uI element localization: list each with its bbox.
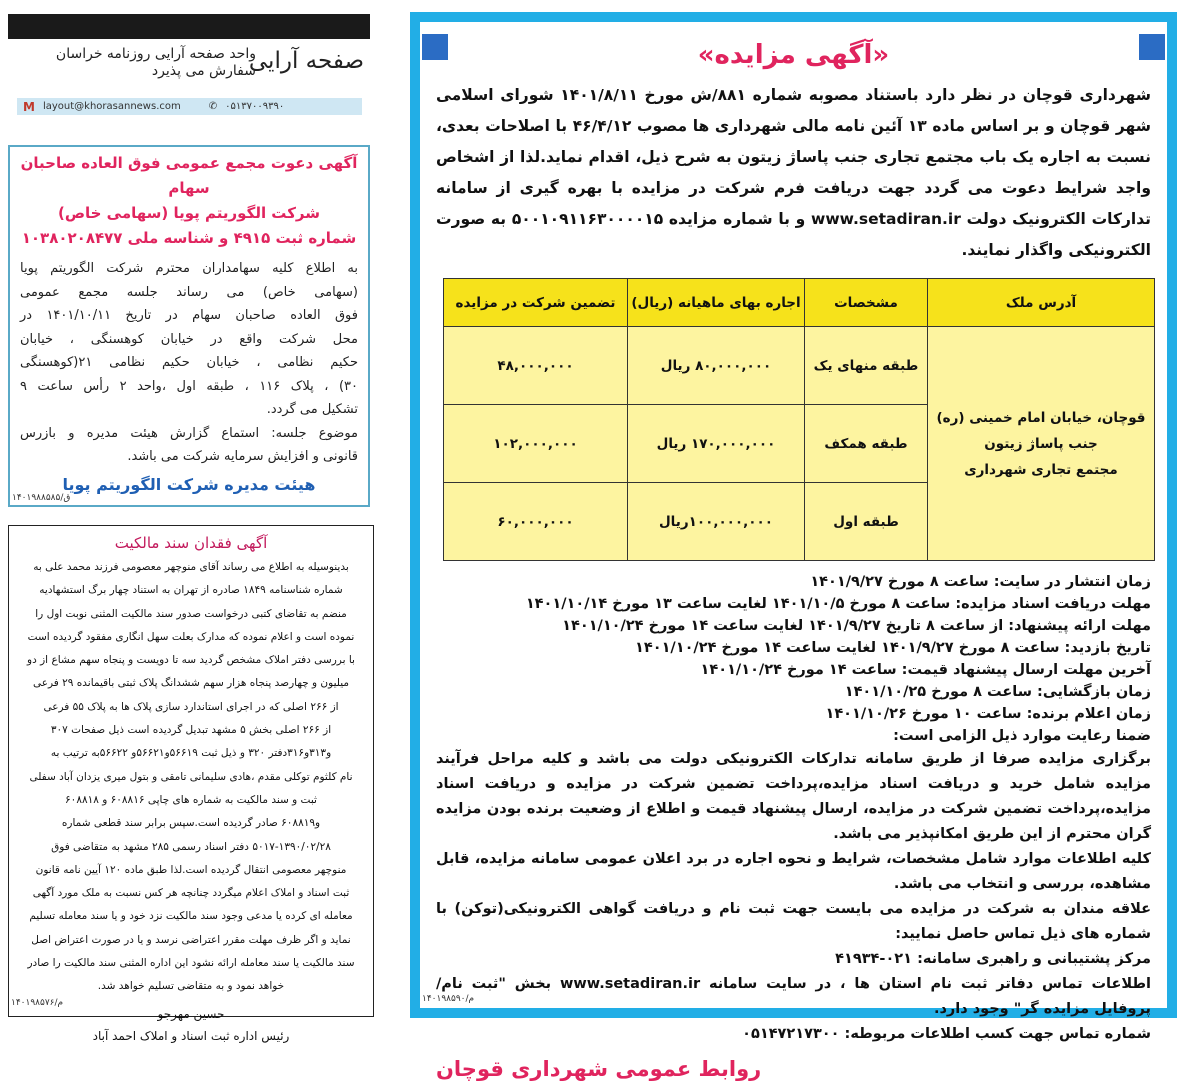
- rent-cell: ۱۰۰,۰۰۰,۰۰۰ریال: [628, 483, 805, 561]
- rent-cell: ۱۷۰,۰۰۰,۰۰۰ ریال: [628, 405, 805, 483]
- guarantee-cell: ۱۰۲,۰۰۰,۰۰۰: [444, 405, 628, 483]
- note-paragraph: برگزاری مزایده صرفا از طریق سامانه تدارکات الکترونیکی دولت می باشد و کلیه مراحل فرآیند مزایده شامل خرید و دریافت اسناد مزایده،پرداخت تضمین شرکت در مزایده و دریافت اسناد مزایده،پرداخت تضمین شرکت در مزایده، ارسال پیشنهاد قیمت و اطلاع از وضعیت برنده بودن مزایده گران محترم از این طریق امکانپذیر می باشد.: [436, 751, 1151, 842]
- layout-promo-line: واحد صفحه آرایی روزنامه خراسان: [55, 46, 256, 62]
- text-line: نموده است و اعلام نموده که مدارک بعلت سهل انگاری مفقود گردیده است: [27, 630, 355, 643]
- email-link[interactable]: layout@khorasannews.com: [42, 101, 181, 112]
- address-line: جنب پاساژ زیتون: [984, 435, 1098, 452]
- reference-number: م/۱۴۰۱۹۸۵۹۰: [422, 994, 475, 1004]
- signer-title: رئیس اداره ثبت اسناد و املاک احمد آباد: [92, 1028, 290, 1043]
- signer-name: حسین مهرجو: [157, 1006, 225, 1021]
- notice-title: آگهی فقدان سند مالکیت: [114, 534, 268, 552]
- text-line: خواهد نمود و به متقاضی تسلیم خواهد شد.: [97, 980, 285, 993]
- text-line: تاریخ بازدید: ساعت ۸ مورخ ۱۴۰۱/۹/۲۷ لغایت ساعت ۱۴ مورخ ۱۴۰۱/۱۰/۲۴: [635, 640, 1151, 656]
- note-paragraph: شماره تماس جهت کسب اطلاعات مربوطه: ۰۵۱۴۷۲۱۷۳۰۰: [742, 1026, 1151, 1042]
- text-line: فوق العاده صاحبان سهام در تاریخ ۱۴۰۱/۱۰/۱۱ در: [20, 308, 358, 323]
- auction-intro: شهرداری قوچان در نظر دارد باستناد مصوبه شماره ۸۸۱/ش مورخ ۱۴۰۱/۸/۱۱ شورای اسلامی شهر قوچان و بر اساس ماده ۱۳ آئین نامه مالی شهرداری ها مصوب ۴۶/۴/۱۲ با اصلاحات بعدی، نسبت به اجاره یک باب مجتمع تجاری جنب پاساژ زیتون به شرح ذیل، اقدام نماید.لذا از اشخاص واجد شرایط دعوت می گردد جهت دریافت فرم شرکت در مزایده با بهره گیری از سامانه تدارکات الکترونیک دولت www.setadiran.ir و با شماره مزایده ۵۰۰۱۰۹۱۱۶۳۰۰۰۰۱۵ به صورت الکترونیکی واگذار نمایند.: [436, 86, 1151, 259]
- notice-body: [20, 257, 358, 469]
- auction-notes: [436, 747, 1151, 1047]
- layout-promo-text: [16, 46, 256, 80]
- guarantee-cell: ۶۰,۰۰۰,۰۰۰: [444, 483, 628, 561]
- text-line: قانونی و افزایش سرمایه شرکت می باشد.: [127, 449, 358, 464]
- property-table: [443, 278, 1155, 561]
- rent-cell: ۸۰,۰۰۰,۰۰۰ ریال: [628, 327, 805, 405]
- title-line: آگهی دعوت مجمع عمومی فوق العاده صاحبان سهام: [20, 154, 358, 197]
- auction-title: «آگهی مزایده»: [697, 40, 890, 70]
- text-line: محل شرکت واقع در خیابان کوهسنگی ، خیابان: [20, 331, 358, 347]
- column-header: تضمین شرکت در مزایده: [444, 279, 628, 327]
- text-line: از ۲۶۶ اصلی که در اجرای استاندارد سازی پلاک ها به پلاک ۵۵ فرعی: [43, 700, 339, 713]
- text-line: مهلت دریافت اسناد مزایده: ساعت ۸ مورخ ۱۴۰۱/۱۰/۵ لغایت ساعت ۱۳ مورخ ۱۴۰۱/۱۰/۱۴: [525, 596, 1151, 612]
- note-paragraph: مرکز پشتیبانی و راهبری سامانه: ۰۲۱-۴۱۹۳۴: [835, 951, 1151, 967]
- title-line: شرکت الگوریتم پویا (سهامی خاص): [57, 204, 320, 222]
- text-line: (سهامی خاص) می رساند جلسه مجمع عمومی: [20, 284, 358, 300]
- table-header-row: [444, 279, 1155, 327]
- text-line: نام کلثوم توکلی مقدم ،هادی سلیمانی تامقی و بتول میری یزدان آباد سفلی: [29, 770, 353, 783]
- notice-body: [15, 556, 367, 999]
- text-line: معامله ای کرده یا مدعی وجود سند مالکیت نزد خود و یا سند معامله تسلیم: [29, 910, 353, 923]
- text-line: منضم به تقاضای کتبی درخواست صدور سند مالکیت المثنی نوبت اول را: [35, 607, 347, 620]
- text-line: از ۲۶۶ اصلی بخش ۵ مشهد تبدیل گردیده است ذیل صفحات ۳۰۷: [50, 724, 332, 737]
- text-line: آخرین مهلت ارسال پیشنهاد قیمت: ساعت ۱۴ مورخ ۱۴۰۱/۱۰/۲۴: [700, 662, 1151, 678]
- layout-promo-line: سفارش می پذیرد: [151, 63, 256, 79]
- text-line: موضوع جلسه: استماع گزارش هیئت مدیره و بازرس: [20, 425, 358, 441]
- text-line: سند مالکیت یا سند معامله ارائه نشود این اداره المثنی سند مالکیت را صادر: [27, 957, 355, 970]
- address-line: قوچان، خیابان امام خمینی (ره): [936, 409, 1146, 426]
- shareholders-meeting-notice: [8, 145, 370, 507]
- notice-signature: [15, 1003, 367, 1047]
- layout-promo: [10, 44, 368, 94]
- text-line: و۳۱۳و۳۱۶دفتر ۳۲۰ و ذیل ثبت ۵۶۶۱۹و۵۶۶۲۱و ۵۶۶۲۲به ترتیب به: [50, 747, 332, 760]
- header-black-bar: [8, 14, 370, 39]
- property-address: [928, 327, 1155, 561]
- text-line: ۳۰) ، پلاک ۱۱۶ ، طبقه اول ،واحد ۲ رأس ساعت ۹: [20, 378, 358, 394]
- note-paragraph: علاقه مندان به شرکت در مزایده می بایست جهت ثبت نام و دریافت گواهی الکترونیکی(توکن) با شماره های ذیل تماس حاصل نمایید:: [436, 901, 1151, 942]
- text-line: و۶۰۸۸۱۹ صادر گردیده است.سپس برابر سند قطعی شماره: [61, 817, 321, 830]
- auction-signature: روابط عمومی شهرداری قوچان: [436, 1057, 762, 1081]
- note-paragraph: کلیه اطلاعات موارد شامل مشخصات، شرایط و نحوه اجاره در برد اعلان عمومی سامانه مزایده، قابل مشاهده، بررسی و انتخاب می باشد.: [436, 851, 1151, 892]
- mail-icon: M: [23, 99, 35, 114]
- contact-bar: [17, 98, 362, 115]
- auction-schedule: [436, 571, 1151, 747]
- lost-deed-notice: [8, 525, 374, 1043]
- text-line: بدینوسیله به اطلاع می رساند آقای منوچهر معصومی فرزند محمد علی به: [33, 561, 349, 573]
- spec-cell: طبقه اول: [805, 483, 928, 561]
- text-line: ۵۰۱۷-۱۳۹۰/۰۲/۲۸ دفتر اسناد رسمی ۲۸۵ مشهد به متقاضی فوق: [51, 840, 331, 853]
- phone-number: ۰۵۱۳۷۰۰۹۳۹۰: [225, 101, 285, 112]
- text-line: نماید و اگر ظرف مهلت مقرر اعتراضی نرسد و یا در صورت اعتراض اصل: [31, 933, 351, 946]
- spec-cell: طبقه منهای یک: [805, 327, 928, 405]
- text-line: میلیون و چهارصد پنجاه هزار سهم ششدانگ پلاک ثبتی باقیمانده ۲۹ فرعی: [32, 677, 350, 690]
- text-line: زمان انتشار در سایت: ساعت ۸ مورخ ۱۴۰۱/۹/۲۷: [810, 574, 1151, 590]
- text-line: با بررسی دفتر املاک مشخص گردید سه تا دویست و پنجاه سهم مشاع از دو: [27, 654, 355, 667]
- layout-promo-title: صفحه آرایی: [248, 48, 364, 74]
- reference-number: م/۱۴۰۱۹۸۵۷۶: [11, 998, 64, 1008]
- auction-notice: [410, 12, 1177, 1081]
- text-line: مهلت ارائه پیشنهاد: از ساعت ۸ تاریخ ۱۴۰۱/۹/۲۷ لغایت ساعت ۱۴ مورخ ۱۴۰۱/۱۰/۲۴: [562, 618, 1151, 634]
- phone-icon: ✆: [208, 101, 218, 112]
- guarantee-cell: ۴۸,۰۰۰,۰۰۰: [444, 327, 628, 405]
- text-line: ثبت و سند مالکیت به شماره های چاپی ۶۰۸۸۱۶ و ۶۰۸۸۱۸: [65, 793, 317, 806]
- title-line: شماره ثبت ۴۹۱۵ و شناسه ملی ۱۰۳۸۰۲۰۸۴۷۷: [21, 229, 357, 247]
- text-line: منوچهر معصومی انتقال گردیده است.لذا طبق ماده ۱۲۰ آیین نامه قانون: [35, 863, 347, 876]
- column-header: مشخصات: [805, 279, 928, 327]
- text-line: حکیم نظامی ، خیابان حکیم نظامی ۲۱(کوهسنگی: [20, 355, 358, 370]
- text-line: زمان بازگشایی: ساعت ۸ مورخ ۱۴۰۱/۱۰/۲۵: [844, 684, 1151, 700]
- text-line: به اطلاع کلیه سهامداران محترم شرکت الگوریتم پویا: [20, 261, 358, 276]
- column-header: اجاره بهای ماهیانه (ریال): [628, 279, 805, 327]
- text-line: ضمنا رعایت موارد ذیل الزامی است:: [893, 728, 1151, 744]
- text-line: شماره شناسنامه ۱۸۴۹ صادره از تهران به استناد چهار برگ استشهادیه: [39, 584, 343, 597]
- notice-signature: هیئت مدیره شرکت الگوریتم پویا: [62, 474, 316, 494]
- table-row: [444, 327, 1155, 405]
- text-line: زمان اعلام برنده: ساعت ۱۰ مورخ ۱۴۰۱/۱۰/۲۶: [825, 706, 1151, 722]
- notice-title: [20, 151, 358, 251]
- spec-cell: طبقه همکف: [805, 405, 928, 483]
- text-line: تشکیل می گردد.: [266, 402, 358, 417]
- reference-number: ق/۱۴۰۱۹۸۸۵۸۵: [12, 493, 71, 503]
- text-line: ثبت اسناد و املاک اعلام میگردد چنانچه هر کس نسبت به ملک مورد آگهی: [32, 887, 350, 900]
- address-line: مجتمع تجاری شهرداری: [964, 461, 1118, 478]
- column-header: آدرس ملک: [928, 279, 1155, 327]
- note-paragraph: اطلاعات تماس دفاتر ثبت نام استان ها ، در سایت سامانه www.setadiran.ir بخش "ثبت نام/پروفایل مزایده گر" وجود دارد.: [436, 976, 1152, 1017]
